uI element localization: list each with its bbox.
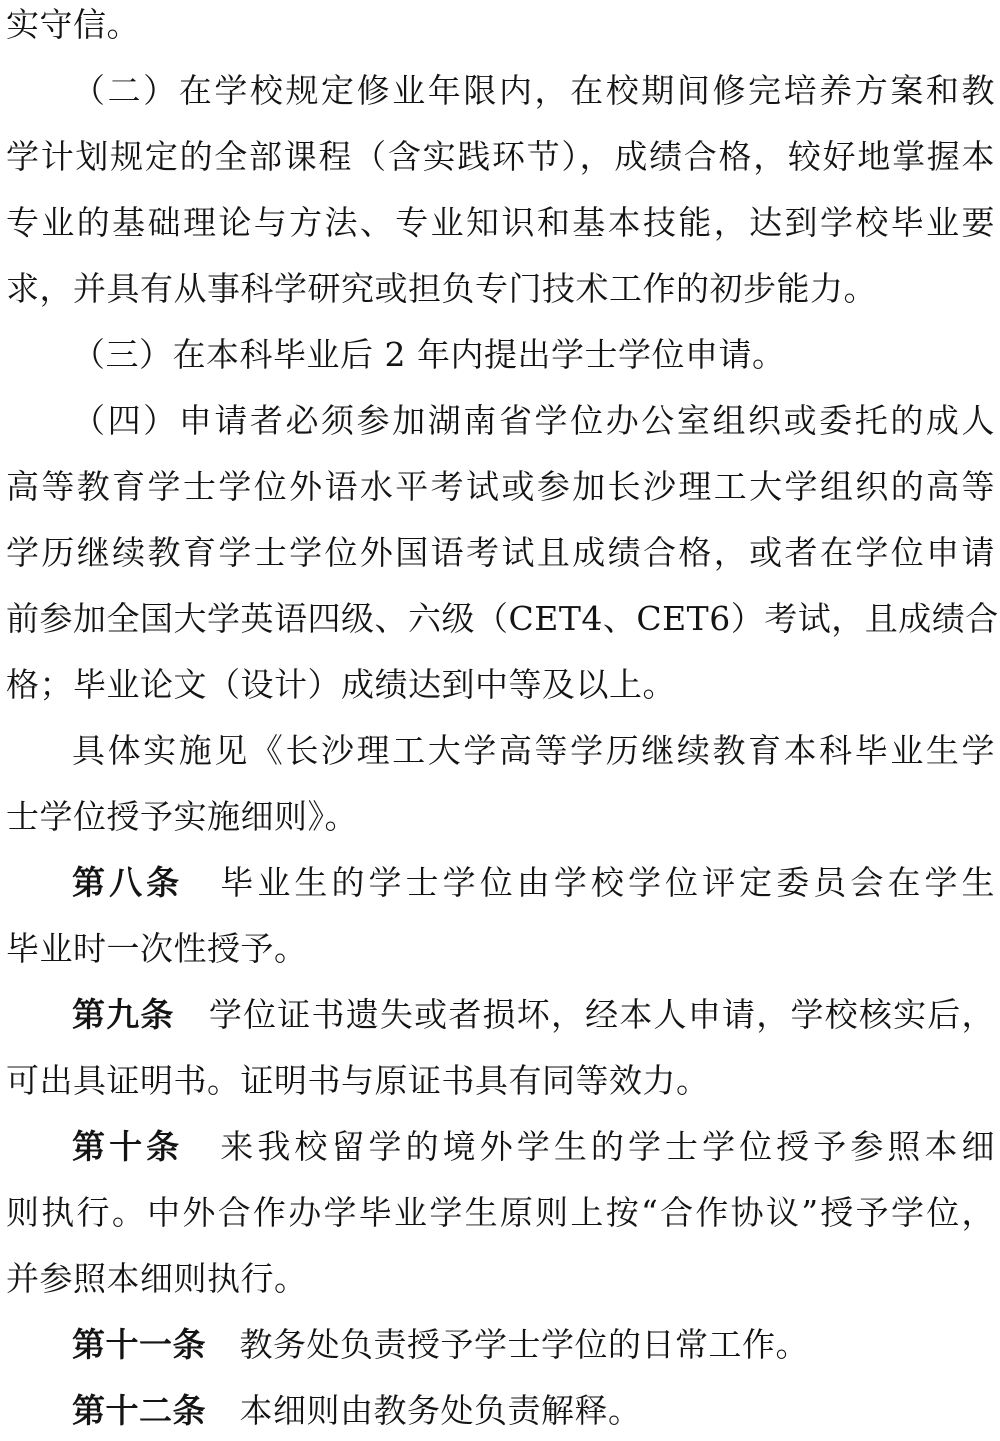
text-line [6,58,995,124]
text-run: 并参照本细则执行。 [6,1259,308,1298]
text-run: 来我校留学的境外学生的学士学位授予参照本细 [183,1127,995,1166]
text-run: 专业的基础理论与方法、专业知识和基本技能，达到学校毕业要 [6,203,995,242]
text-run: 学历继续教育学士学位外国语考试且成绩合格，或者在学位申请 [6,533,995,572]
text-line [6,454,995,520]
text-run: 毕业生的学士学位由学校学位评定委员会在学生 [183,863,995,902]
text-run: 前参加全国大学英语四级、六级（CET4、CET6）考试，且成绩合 [6,599,999,638]
text-run: 具体实施见《长沙理工大学高等学历继续教育本科毕业生学 [72,731,995,770]
text-line [6,124,995,190]
text-line [6,190,995,256]
text-line [6,1114,995,1180]
text-run: 教务处负责授予学士学位的日常工作。 [206,1325,809,1364]
text-run: （四）申请者必须参加湖南省学位办公室组织或委托的成人 [72,401,995,440]
text-run: 求，并具有从事科学研究或担负专门技术工作的初步能力。 [6,269,877,308]
text-line [6,322,995,388]
text-run: 可出具证明书。证明书与原证书具有同等效力。 [6,1061,710,1100]
article-number: 第十条 [72,1127,184,1166]
text-line [6,0,995,58]
text-run: 高等教育学士学位外语水平考试或参加长沙理工大学组织的高等 [6,467,995,506]
text-line [6,652,995,718]
text-line [6,520,995,586]
article-number: 第九条 [72,995,175,1034]
text-run: （三）在本科毕业后 2 年内提出学士学位申请。 [72,335,786,374]
text-run: 格；毕业论文（设计）成绩达到中等及以上。 [6,665,676,704]
text-line [6,388,995,454]
article-number: 第十一条 [72,1325,206,1364]
text-line [6,1312,995,1378]
text-line [6,1048,995,1114]
text-line [6,1246,995,1312]
text-run: （二）在学校规定修业年限内，在校期间修完培养方案和教 [72,71,995,110]
text-run: 学计划规定的全部课程（含实践环节），成绩合格，较好地掌握本 [6,137,995,176]
text-line [6,916,995,982]
text-run: 士学位授予实施细则》。 [6,797,358,836]
article-number: 第十二条 [72,1391,206,1430]
text-line [6,784,995,850]
article-number: 第八条 [72,863,184,902]
text-line [6,1378,995,1441]
text-line [6,1180,995,1246]
text-run: 学位证书遗失或者损坏，经本人申请，学校核实后， [174,995,996,1034]
text-line [6,586,999,652]
text-run: 实守信。 [6,5,140,44]
text-run: 毕业时一次性授予。 [6,929,308,968]
text-line [6,718,995,784]
document-body [6,0,999,1441]
text-line [6,850,995,916]
text-line [6,982,995,1048]
text-line [6,256,995,322]
text-run: 本细则由教务处负责解释。 [206,1391,642,1430]
text-run: 则执行。中外合作办学毕业学生原则上按“合作协议”授予学位， [6,1193,995,1232]
